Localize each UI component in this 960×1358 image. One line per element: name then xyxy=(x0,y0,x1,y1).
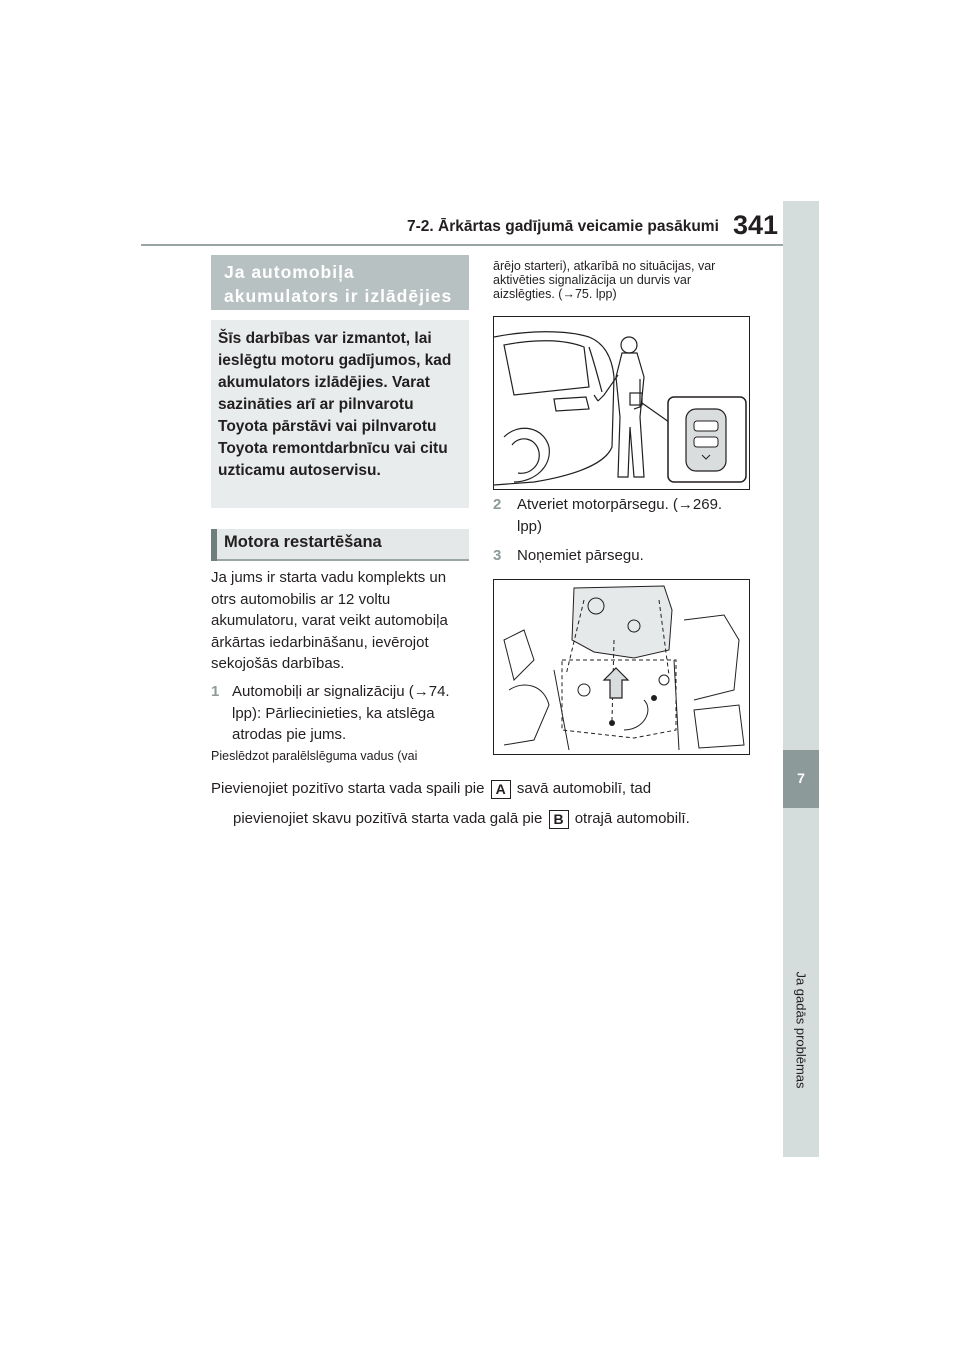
callout-b: B xyxy=(549,810,569,829)
header-divider xyxy=(141,244,783,246)
step-3-text: Noņemiet pārsegu. xyxy=(517,547,644,564)
step-2-text: Atveriet motorpārsegu. (→269. lpp) xyxy=(517,496,723,535)
callout-a: A xyxy=(491,780,511,799)
topic-title: Ja automobiļa akumulators ir izlādējies xyxy=(224,262,453,306)
engine-cover-drawing xyxy=(494,580,749,754)
step-1-number: 1 xyxy=(211,683,220,700)
step-3 xyxy=(493,545,751,567)
key-check-illustration xyxy=(493,316,750,490)
chapter-label xyxy=(786,960,816,1100)
step-3-number: 3 xyxy=(493,547,502,564)
note-start: Pieslēdzot paralēlslēguma vadus (vai xyxy=(211,749,418,763)
footnote-line-1-after: savā automobilī, tad xyxy=(516,780,652,797)
page-number: 341 xyxy=(733,210,779,240)
step-2-number: 2 xyxy=(493,496,502,513)
footnote-line-1 xyxy=(211,779,651,799)
section-heading-bar xyxy=(211,529,217,561)
footnote-line-2-before: pievienojiet skavu pozitīvā starta vada galā pie xyxy=(233,810,543,827)
step-2 xyxy=(493,494,751,537)
topic-title-box xyxy=(211,255,469,310)
chapter-number: 7 xyxy=(797,770,805,786)
section-heading-text: Motora restartēšana xyxy=(224,533,382,551)
footnote-line-1-before: Pievienojiet pozitīvo starta vada spaili pie xyxy=(211,780,485,797)
car-and-person-drawing xyxy=(494,317,749,489)
info-box xyxy=(211,320,469,508)
section-title: 7-2. Ārkārtas gadījumā veicamie pasākumi xyxy=(407,218,719,235)
section-heading xyxy=(211,529,469,561)
engine-cover-illustration xyxy=(493,579,750,755)
footnote-line-2-after: otrajā automobilī. xyxy=(574,810,690,827)
chapter-label-text: Ja gadās problēmas xyxy=(793,971,809,1089)
intro-paragraph: Ja jums ir starta vadu komplekts un otrs automobilis ar 12 voltu akumulatoru, varat veikt automobiļa ārkārtas iedarbināšanu, ievērojot sekojošās darbības. xyxy=(211,569,448,672)
footnote-line-2 xyxy=(233,809,690,829)
step-1-text: Automobiļi ar signalizāciju (→74. lpp): Pārliecinieties, ka atslēga atrodas pie jums. xyxy=(232,683,450,743)
note-continuation: ārējo starteri), atkarībā no situācijas, var aktivēties signalizācija un durvis var aizslēgties. (→75. lpp) xyxy=(493,259,716,301)
info-box-text: Šīs darbības var izmantot, lai ieslēgtu motoru gadījumos, kad akumulators izlādējies. Varat sazināties arī ar pilnvarotu Toyota pārstāvi vai pilnvarotu Toyota remontdarbnīcu vai citu uzticamu autoservisu. xyxy=(218,330,452,479)
step-1 xyxy=(211,681,469,746)
